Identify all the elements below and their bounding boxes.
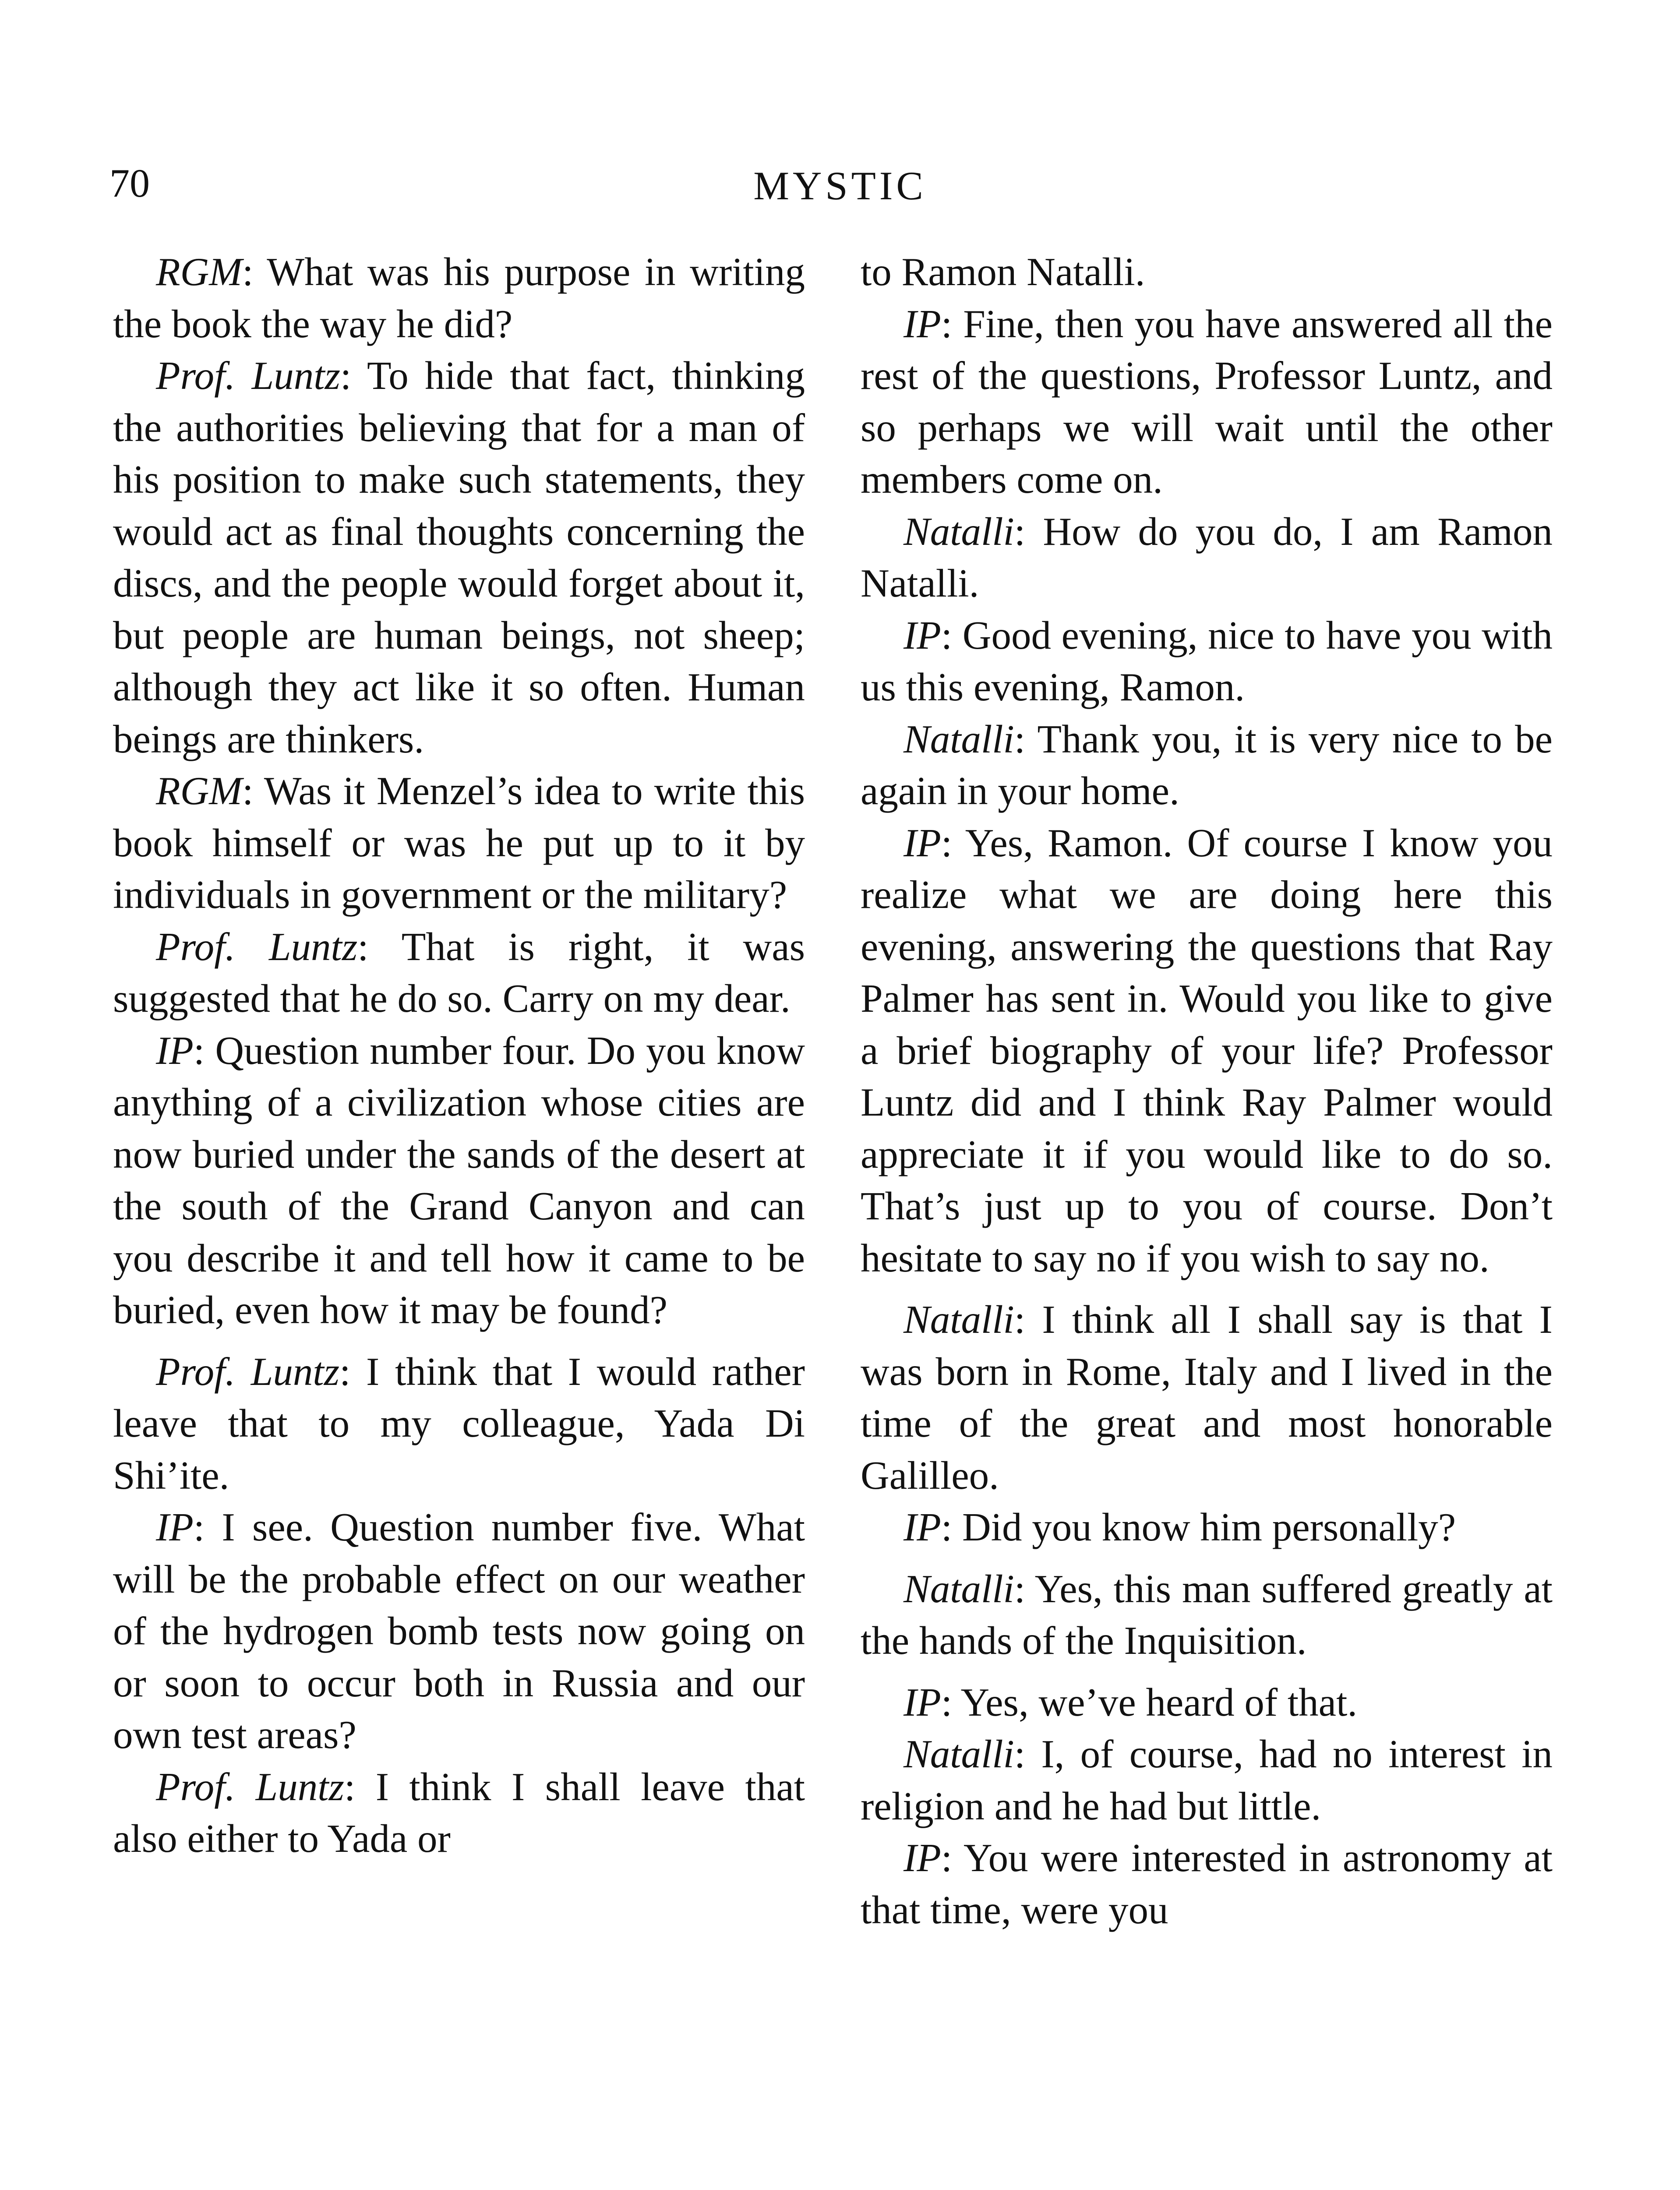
dialogue-text: Yes, this man suffered greatly at the hands of the Inquisition. (861, 1566, 1553, 1663)
dialogue-text: Thank you, it is very nice to be again in your home. (861, 717, 1553, 813)
speaker-separator: : (242, 769, 264, 813)
dialogue-paragraph (861, 714, 1553, 817)
speaker-name: IP (904, 1836, 941, 1880)
speaker-separator: : (339, 1349, 367, 1394)
dialogue-text: Fine, then you have answered all the rest of the questions, Professor Luntz, and so perhaps we will wait until the other members come on. (861, 301, 1553, 502)
speaker-name: Prof. Luntz (156, 924, 358, 969)
speaker-separator: : (1014, 1566, 1035, 1611)
dialogue-text: How do you do, I am Ramon Natalli. (861, 509, 1553, 605)
dialogue-text: I think that I would rather leave that to my colleague, Yada Di Shi’ite. (113, 1349, 805, 1498)
speaker-name: RGM (156, 769, 243, 813)
speaker-separator: : (941, 1680, 961, 1724)
dialogue-text: Was it Menzel’s idea to write this book himself or was he put up to it by individuals in government or the military? (113, 769, 805, 917)
dialogue-text: What was his purpose in writing the book the way he did? (113, 250, 805, 346)
dialogue-text: Good evening, nice to have you with us this evening, Ramon. (861, 613, 1553, 709)
left-column (113, 246, 805, 1865)
speaker-name: IP (904, 820, 941, 865)
dialogue-text: To hide that fact, thinking the authorities believing that for a man of his position to make such statements, they would act as final thoughts concerning the discs, and the people would forget about it, but people are human beings, not sheep; although they act like it so often. Human beings are thinkers. (113, 353, 805, 761)
running-head: MYSTIC (753, 163, 927, 208)
dialogue-paragraph (113, 246, 805, 350)
speaker-separator: : (941, 1505, 962, 1549)
dialogue-text: Question number four. Do you know anything of a civilization whose cities are now buried under the sands of the desert at the south of the Grand Canyon and can you describe it and tell how it came to be buried, even how it may be found? (113, 1028, 805, 1332)
speaker-separator: : (193, 1028, 215, 1073)
speaker-name: IP (904, 1505, 941, 1549)
speaker-name: Natalli (904, 717, 1014, 761)
dialogue-paragraph (861, 610, 1553, 714)
dialogue-paragraph (113, 765, 805, 921)
speaker-separator: : (344, 1764, 376, 1809)
dialogue-paragraph (113, 1346, 805, 1502)
speaker-name: Prof. Luntz (156, 353, 340, 398)
dialogue-text: You were interested in astronomy at that time, were you (861, 1836, 1553, 1932)
speaker-name: IP (904, 1680, 941, 1724)
dialogue-paragraph (861, 1563, 1553, 1667)
dialogue-paragraph (861, 817, 1553, 1285)
speaker-separator: : (941, 301, 964, 346)
dialogue-paragraph (861, 506, 1553, 610)
speaker-name: Natalli (904, 1566, 1014, 1611)
dialogue-text: I, of course, had no interest in religion and he had but little. (861, 1732, 1553, 1828)
dialogue-paragraph (113, 350, 805, 765)
speaker-name: IP (156, 1028, 194, 1073)
dialogue-text: Did you know him personally? (962, 1505, 1456, 1549)
dialogue-text: to Ramon Natalli. (861, 250, 1145, 294)
dialogue-text: Yes, we’ve heard of that. (960, 1680, 1358, 1724)
dialogue-text: I think I shall leave that also either to Yada or (113, 1764, 805, 1861)
speaker-name: Prof. Luntz (156, 1764, 344, 1809)
dialogue-text: Yes, Ramon. Of course I know you realize what we are doing here this evening, answering the questions that Ray Palmer has sent in. Would you like to give a brief biography of your life? Professor Luntz did and I think Ray Palmer would appreciate it if you would like to do so. That’s just up to you of course. Don’t hesitate to say no if you wish to say no. (861, 820, 1553, 1280)
dialogue-paragraph (861, 298, 1553, 506)
dialogue-paragraph (113, 1025, 805, 1336)
speaker-name: IP (156, 1505, 194, 1549)
speaker-separator: : (1014, 509, 1043, 554)
dialogue-paragraph (861, 1501, 1553, 1554)
speaker-separator: : (242, 250, 267, 294)
speaker-separator: : (1014, 1297, 1042, 1342)
speaker-separator: : (941, 1836, 964, 1880)
speaker-name: IP (904, 301, 941, 346)
dialogue-paragraph (861, 1832, 1553, 1936)
speaker-separator: : (1014, 1732, 1041, 1776)
speaker-separator: : (1014, 717, 1038, 761)
speaker-name: Natalli (904, 509, 1014, 554)
dialogue-paragraph (861, 1677, 1553, 1729)
speaker-name: Natalli (904, 1297, 1014, 1342)
dialogue-paragraph (861, 246, 1553, 298)
speaker-separator: : (357, 924, 402, 969)
speaker-separator: : (941, 820, 965, 865)
dialogue-paragraph (113, 1761, 805, 1865)
speaker-name: Natalli (904, 1732, 1014, 1776)
speaker-separator: : (193, 1505, 222, 1549)
dialogue-text: I think all I shall say is that I was born in Rome, Italy and I lived in the time of the great and most honorable Galilleo. (861, 1297, 1553, 1498)
dialogue-paragraph (113, 1501, 805, 1761)
dialogue-text: I see. Question number five. What will be the probable effect on our weather of the hydrogen bomb tests now going on or soon to occur both in Russia and our own test areas? (113, 1505, 805, 1757)
speaker-name: IP (904, 613, 941, 657)
dialogue-paragraph (861, 1728, 1553, 1832)
speaker-name: Prof. Luntz (156, 1349, 340, 1394)
speaker-name: RGM (156, 250, 243, 294)
speaker-separator: : (941, 613, 963, 657)
dialogue-text: That is right, it was suggested that he do so. Carry on my dear. (113, 924, 805, 1021)
page-number: 70 (109, 161, 150, 205)
speaker-separator: : (340, 353, 367, 398)
dialogue-paragraph (113, 921, 805, 1025)
right-column (861, 246, 1553, 1936)
dialogue-paragraph (861, 1294, 1553, 1501)
